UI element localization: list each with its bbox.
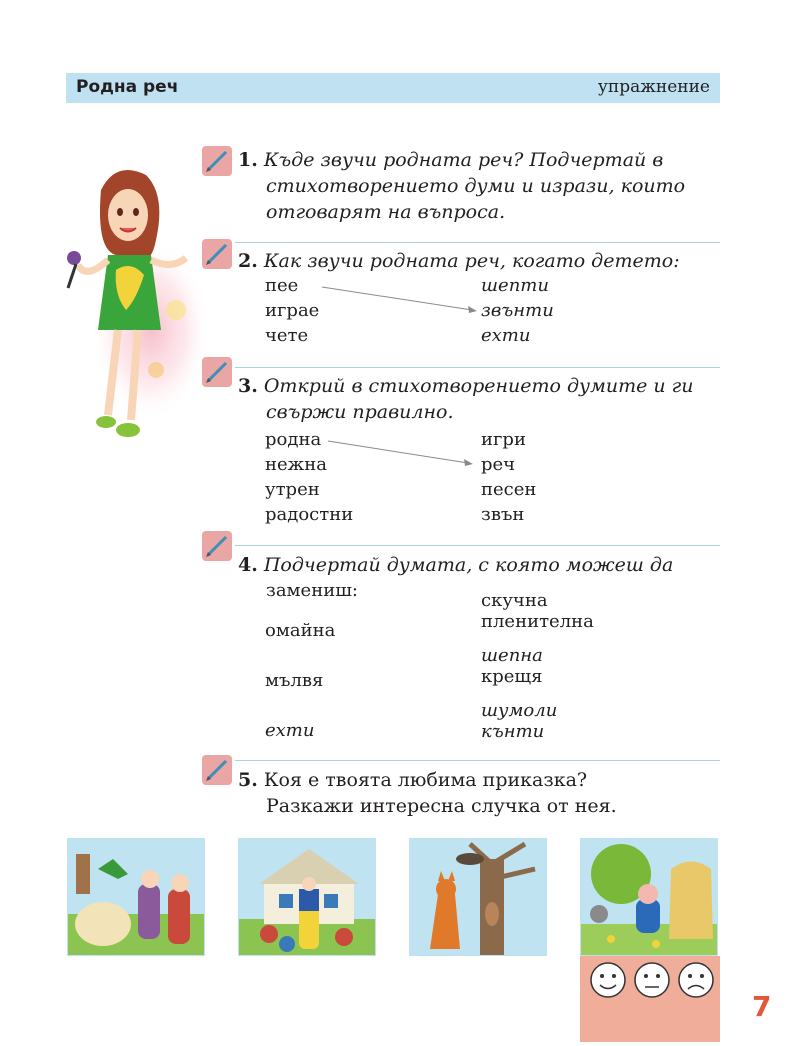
word-left: радостни — [265, 504, 354, 525]
pen-icon — [202, 357, 232, 387]
word-left: утрен — [265, 479, 320, 500]
exercise-number: 1. — [238, 149, 258, 171]
pen-icon — [202, 755, 232, 785]
exercise-number: 3. — [238, 375, 258, 397]
word-left: ехти — [265, 720, 315, 741]
pen-icon — [202, 531, 232, 561]
option-word[interactable]: кънти — [481, 721, 545, 742]
divider — [235, 367, 720, 368]
page-number: 7 — [752, 990, 772, 1023]
section-header — [66, 73, 720, 103]
exercise-1 — [238, 147, 685, 225]
pen-icon — [202, 239, 232, 269]
exercise-5 — [238, 767, 617, 819]
option-word[interactable]: шумоли — [481, 700, 558, 721]
option-word[interactable]: шепна — [481, 645, 543, 666]
exercise-text: отговарят на въпроса. — [266, 201, 506, 223]
exercise-3 — [238, 373, 694, 425]
exercise-number: 4. — [238, 554, 258, 576]
word-right: реч — [481, 454, 516, 475]
fairy-tale-illustration — [238, 838, 376, 956]
word-right: звънти — [481, 300, 554, 321]
word-left: пее — [265, 275, 299, 296]
connector-arrow — [326, 438, 476, 468]
option-word[interactable]: пленителна — [481, 611, 594, 632]
word-left: мълвя — [265, 670, 324, 691]
connector-arrow — [320, 284, 480, 314]
divider — [235, 760, 720, 761]
exercise-text: замениш: — [266, 580, 358, 601]
divider — [235, 242, 720, 243]
word-left: чете — [265, 325, 309, 346]
fairy-tale-illustration — [580, 838, 718, 956]
word-left: играе — [265, 300, 320, 321]
exercise-text: Открий в стихотворението думите и ги — [263, 375, 694, 397]
girl-singing-illustration — [56, 160, 206, 460]
exercise-text: свържи правилно. — [266, 401, 454, 423]
exercise-text: Подчертай думата, с която можеш да — [263, 554, 674, 576]
word-right: игри — [481, 429, 526, 450]
option-word[interactable]: крещя — [481, 666, 543, 687]
exercise-4 — [238, 552, 673, 604]
section-title: Родна реч — [76, 77, 179, 97]
exercise-2 — [238, 248, 680, 274]
section-type: упражнение — [597, 77, 710, 97]
word-right: ехти — [481, 325, 531, 346]
word-right: песен — [481, 479, 537, 500]
word-right: шепти — [481, 275, 549, 296]
emoji-faces-icon — [580, 956, 720, 1042]
word-left: омайна — [265, 620, 336, 641]
exercise-number: 2. — [238, 250, 258, 272]
word-left: нежна — [265, 454, 327, 475]
exercise-number: 5. — [238, 769, 258, 791]
pen-icon — [202, 146, 232, 176]
exercise-text: Коя е твоята любима приказка? — [263, 769, 588, 791]
fairy-tale-illustration — [409, 838, 547, 956]
exercise-text: стихотворението думи и изрази, които — [266, 175, 686, 197]
word-right: звън — [481, 504, 525, 525]
fairy-tale-illustration — [67, 838, 205, 956]
divider — [235, 545, 720, 546]
exercise-text: Къде звучи родната реч? Подчертай в — [263, 149, 664, 171]
word-left: родна — [265, 429, 322, 450]
option-word[interactable]: скучна — [481, 590, 548, 611]
exercise-text: Разкажи интересна случка от нея. — [266, 795, 617, 817]
exercise-text: Как звучи родната реч, когато детето: — [263, 250, 680, 272]
